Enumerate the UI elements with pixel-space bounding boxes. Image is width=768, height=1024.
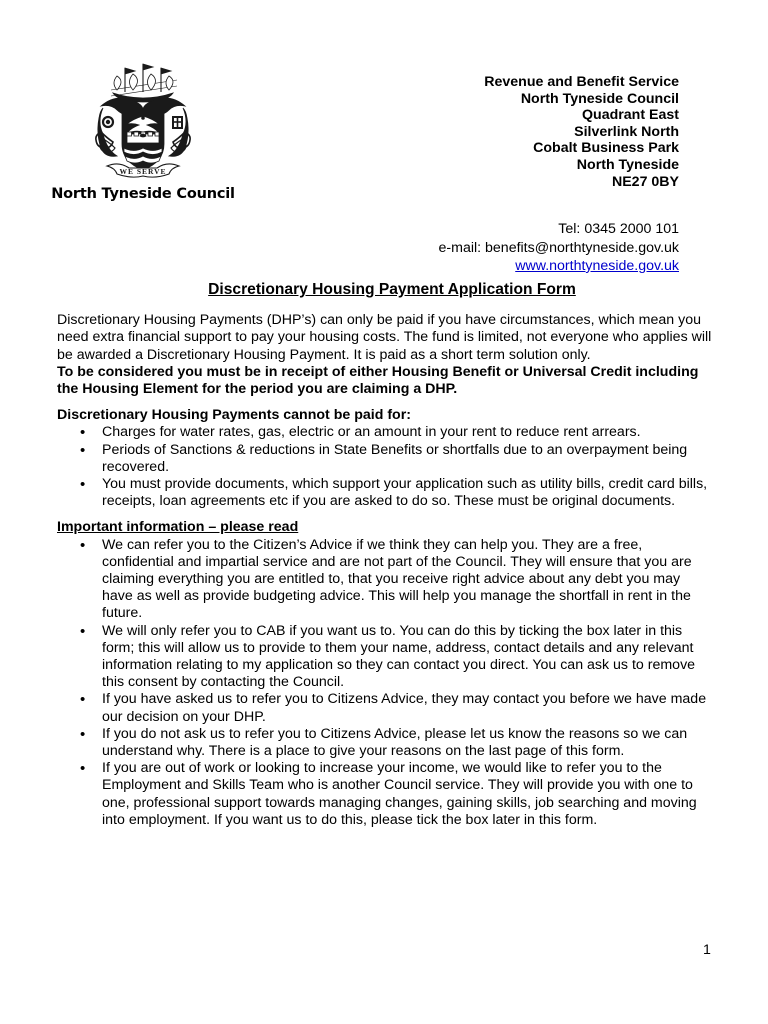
- document-header: [0, 0, 768, 274]
- telephone-line: Tel: 0345 2000 101: [558, 221, 679, 237]
- eligibility-statement: To be considered you must be in receipt of either Housing Benefit or Universal Credit including the Housing Element for the period you are claiming a DHP.: [57, 363, 699, 398]
- important-information-list: [57, 537, 713, 829]
- council-logo: [48, 62, 238, 202]
- list-item: [57, 623, 713, 692]
- important-information-heading: Important information – please read: [57, 519, 299, 536]
- address-line: Quadrant East: [582, 107, 679, 124]
- list-item-text: You must provide documents, which support your application such as utility bills, credit card bills, receipts, loan agreements etc if you are asked to do so. These must be original documents.: [102, 476, 708, 510]
- bullet-icon: •: [80, 691, 86, 709]
- list-item-text: If you do not ask us to refer you to Citizens Advice, please let us know the reasons so we can understand why. There is a place to give your reasons on the last page of this form.: [102, 725, 688, 760]
- svg-text:WE SERVE: WE SERVE: [119, 167, 167, 176]
- website-link[interactable]: www.northtyneside.gov.uk: [515, 258, 679, 274]
- list-item: [57, 726, 713, 760]
- page-title: Discretionary Housing Payment Application Form: [208, 281, 576, 298]
- bullet-icon: •: [80, 725, 86, 743]
- list-item: [57, 537, 713, 623]
- list-item-text: If you have asked us to refer you to Citizens Advice, they may contact you before we have made our decision on your DHP.: [102, 691, 707, 725]
- council-wordmark: North Tyneside Council: [51, 186, 235, 202]
- address-line: NE27 0BY: [611, 173, 679, 190]
- list-item: [57, 442, 713, 476]
- address-line: Cobalt Business Park: [533, 140, 679, 157]
- website-line: [439, 257, 679, 276]
- bullet-icon: •: [80, 760, 86, 778]
- address-line: North Tyneside Council: [520, 90, 679, 107]
- contact-details: [439, 220, 679, 276]
- page-number: 1: [703, 942, 711, 958]
- exclusions-list: [57, 424, 713, 510]
- list-item-text: Periods of Sanctions & reductions in State Benefits or shortfalls due to an overpayment being recovered.: [102, 441, 688, 475]
- email-line: e-mail: benefits@northtyneside.gov.uk: [438, 239, 679, 256]
- address-line: North Tyneside: [576, 156, 679, 173]
- bullet-icon: •: [80, 424, 86, 442]
- list-item-text: We will only refer you to CAB if you want us to. You can do this by ticking the box later in this form; this will allow us to provide to them your name, address, contact details and any relevant information relating to my application so they can contact you direct. You can ask us to remove this consent by contacting the Council.: [102, 622, 696, 691]
- bullet-icon: •: [80, 476, 86, 494]
- exclusions-heading: Discretionary Housing Payments cannot be paid for:: [57, 407, 411, 424]
- document-body: [57, 281, 713, 829]
- intro-paragraph: Discretionary Housing Payments (DHP’s) can only be paid if you have circumstances, which mean you need extra financial support to pay your housing costs. The fund is limited, not everyone who applies will be awarded a Discretionary Housing Payment. It is paid as a short term solution only.: [57, 312, 712, 363]
- list-item-text: We can refer you to the Citizen’s Advice if we think they can help you. They are a free, confidential and impartial service and are not part of the Council. They will ensure that you are claiming everything you are entitled to, that you receive right advice about any debt you may have as well as provide budgeting advice. This will help you manage the shortfall in rent in the future.: [102, 536, 692, 622]
- list-item: [57, 760, 713, 829]
- bullet-icon: •: [80, 441, 86, 459]
- bullet-icon: •: [80, 622, 86, 640]
- north-tyneside-coat-of-arms-icon: [91, 62, 195, 184]
- list-item: [57, 691, 713, 725]
- list-item: [57, 476, 713, 510]
- address-line: Silverlink North: [574, 123, 679, 140]
- office-address: [484, 74, 679, 190]
- list-item-text: Charges for water rates, gas, electric or an amount in your rent to reduce rent arrears.: [102, 424, 641, 441]
- bullet-icon: •: [80, 536, 86, 554]
- list-item-text: If you are out of work or looking to increase your income, we would like to refer you to the Employment and Skills Team who is another Council service. They will provide you with one to one, professional support towards managing changes, gaining skills, job searching and moving into employment. If you want us to do this, please tick the box later in this form.: [102, 760, 697, 828]
- address-line: Revenue and Benefit Service: [484, 74, 679, 90]
- list-item: [57, 424, 713, 441]
